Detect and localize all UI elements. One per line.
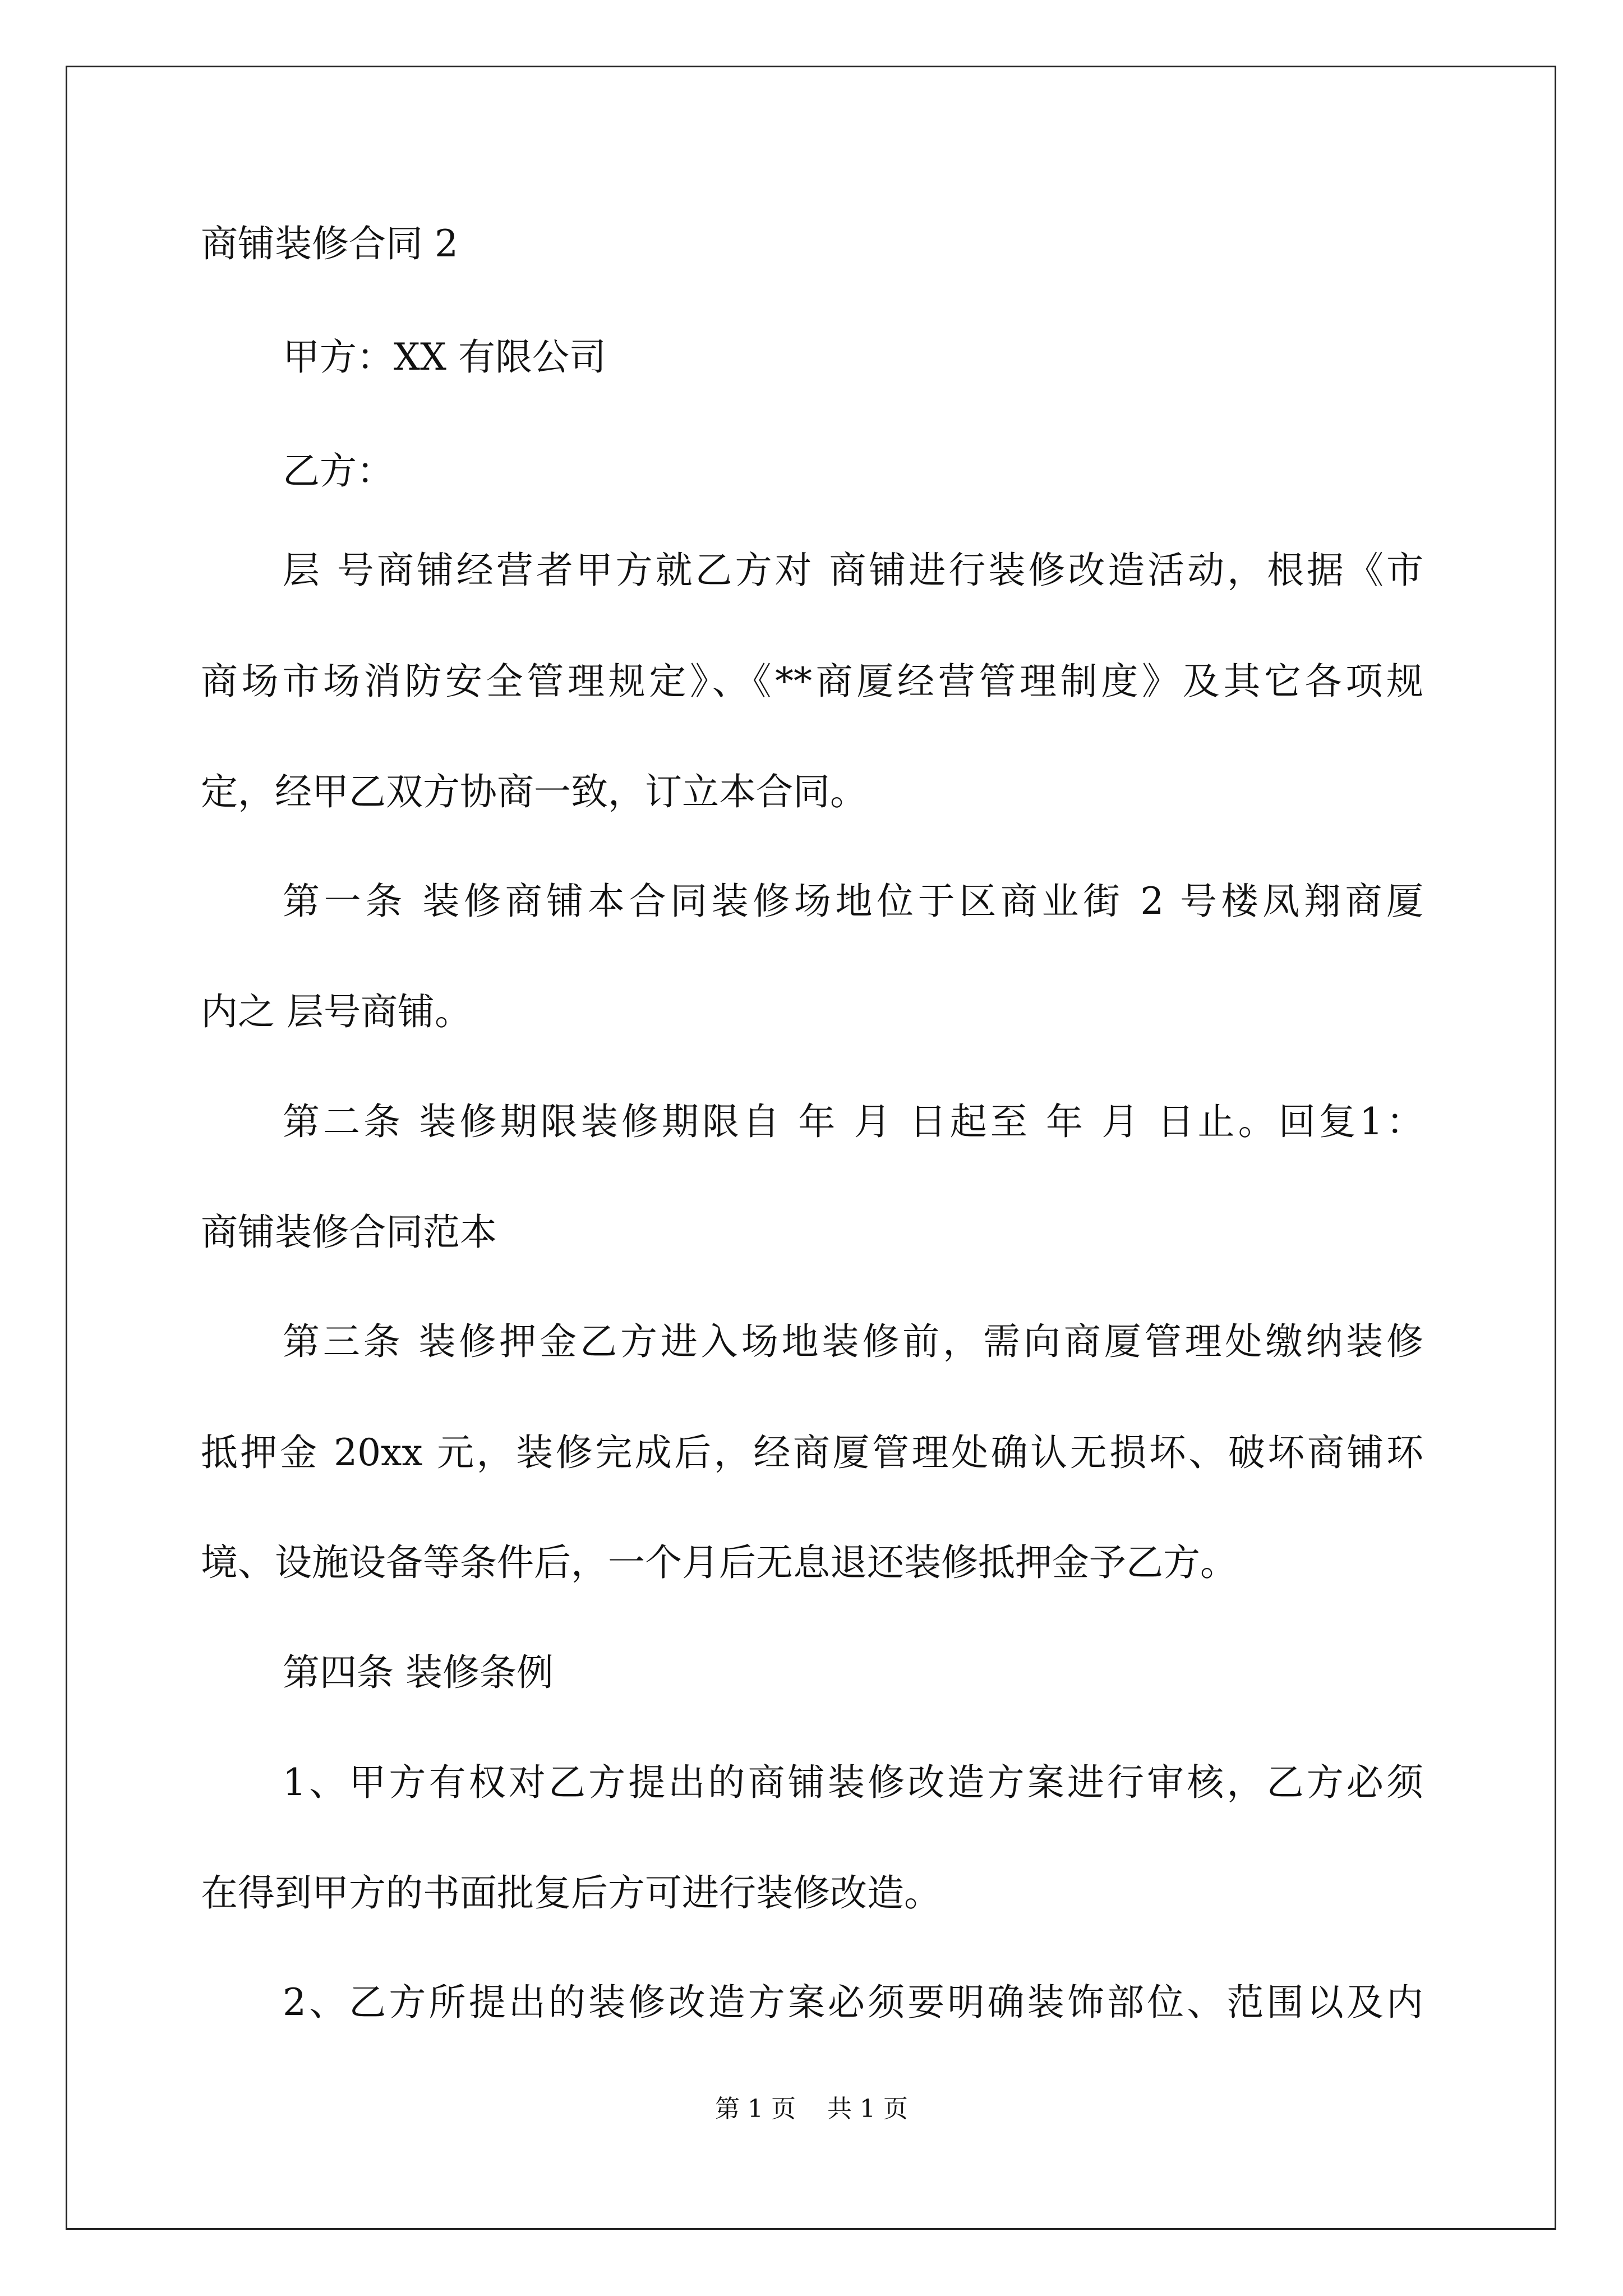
clause-1-line-1: 1、甲方有权对乙方提出的商铺装修改造方案进行审核，乙方必须 [283,1761,1423,1804]
page-number-footer: 第 1 页 共 1 页 [715,2095,908,2123]
article-1-line-2: 内之 层号商铺。 [201,990,472,1033]
article-2-line-1: 第二条 装修期限装修期限自 年 月 日起至 年 月 日止。回复1： [283,1100,1423,1143]
article-2-line-2: 商铺装修合同范本 [201,1211,497,1254]
party-b-line: 乙方： [283,449,394,493]
article-3-line-2: 抵押金 20xx 元，装修完成后，经商厦管理处确认无损坏、破坏商铺环 [201,1431,1423,1474]
article-1-line-1: 第一条 装修商铺本合同装修场地位于区商业街 2 号楼凤翔商厦 [283,880,1423,923]
clause-1-line-2: 在得到甲方的书面批复后方可进行装修改造。 [201,1871,941,1915]
article-4-title: 第四条 装修条例 [283,1651,554,1694]
article-3-line-1: 第三条 装修押金乙方进入场地装修前，需向商厦管理处缴纳装修 [283,1320,1423,1363]
intro-line-1: 层 号商铺经营者甲方就乙方对 商铺进行装修改造活动，根据《市 [283,549,1423,592]
intro-line-2: 商场市场消防安全管理规定》、《**商厦经营管理制度》及其它各项规 [201,660,1423,703]
party-a-line: 甲方：XX 有限公司 [283,335,606,379]
clause-2-line-1: 2、乙方所提出的装修改造方案必须要明确装饰部位、范围以及内 [283,1981,1423,2024]
document-title: 商铺装修合同 2 [201,222,458,265]
intro-line-3: 定，经甲乙双方协商一致，订立本合同。 [201,770,867,813]
article-3-line-3: 境、设施设备等条件后，一个月后无息退还装修抵押金予乙方。 [201,1541,1237,1584]
